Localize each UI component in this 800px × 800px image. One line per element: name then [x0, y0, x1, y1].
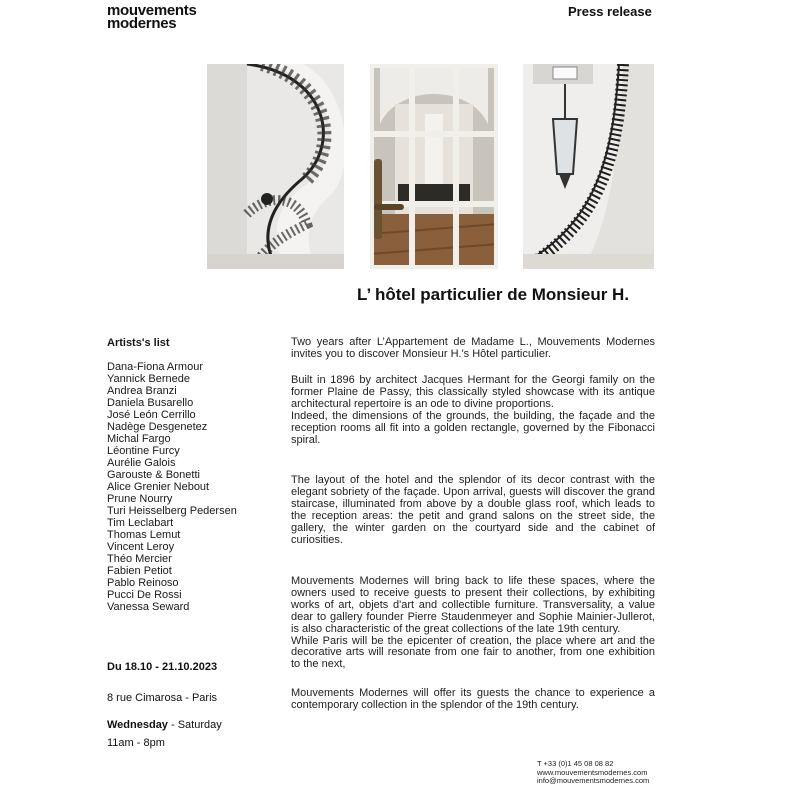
artist-name: Michal Fargo — [107, 433, 171, 445]
artist-name: José León Cerrillo — [107, 409, 196, 421]
event-days-end: - Saturday — [167, 719, 222, 731]
artists-list — [107, 361, 237, 613]
artist-name: Nadège Desgenetez — [107, 421, 208, 433]
layout-paragraph: The layout of the hotel and the splendor of its decor contrast with the elegant sobriety of the façade. Upon arrival, guests will discover the grand staircase, illuminated from above by a double glass roof, which leads to the reception areas: the petit and grand salons on the street side, the gallery, the winter garden on the courtyard side and the cabinet of curiosities. — [291, 474, 655, 546]
glass-door-photo — [370, 64, 498, 269]
event-hours: 11am - 8pm — [107, 737, 165, 749]
artist-name: Pablo Reinoso — [107, 577, 179, 589]
artist-name: Tim Leclabart — [107, 517, 174, 529]
artist-name: Vanessa Seward — [107, 601, 190, 613]
artist-name: Vincent Leroy — [107, 541, 175, 553]
artist-name: Alice Grenier Nebout — [107, 481, 210, 493]
chandelier-staircase-photo — [523, 64, 654, 269]
artist-name: Prune Nourry — [107, 493, 173, 505]
intro-paragraph: Two years after L’Appartement de Madame L., Mouvements Modernes invites you to discover Monsieur H.'s Hôtel particulier. — [291, 336, 655, 360]
contact-email[interactable]: info@mouvementsmodernes.com — [537, 776, 650, 785]
artist-name: Léontine Furcy — [107, 445, 180, 457]
collection-paragraph: Mouvements Modernes will bring back to life these spaces, where the owners used to receive guests to present their collections, by exhibiting works of art, objets d'art and collectible furniture. Transversality, a value dear to gallery founder Pierre Staudenmeyer and Sophie Mainier-Jullerot, is also characteristic of the great collections of the late 19th century. While Paris will be the epicenter of creation, the place where art and the decorative arts will resonate from one fair to another, from one exhibition to the next, — [291, 575, 655, 671]
artist-name: Thomas Lemut — [107, 529, 181, 541]
artist-name: Andrea Branzi — [107, 385, 177, 397]
press-release-label: Press release — [568, 4, 652, 19]
contact-block — [537, 760, 649, 786]
artist-name: Pucci De Rossi — [107, 589, 182, 601]
history-paragraph: Built in 1896 by architect Jacques Hermant for the Georgi family on the former Plaine de Passy, this classically styled showcase with its antique architectural repertoire is an ode to divine proportions. Indeed, the dimensions of the grounds, the building, the façade and the reception rooms all fit into a golden rectangle, governed by the Fibonacci spiral. — [291, 374, 655, 446]
artist-name: Garouste & Bonetti — [107, 469, 200, 481]
artist-name: Aurélie Galois — [107, 457, 176, 469]
spiral-staircase-photo — [207, 64, 344, 269]
contact-website[interactable]: www.mouvementsmodernes.com — [537, 767, 648, 777]
artist-name: Yannick Bernede — [107, 373, 190, 385]
contact-phone: T +33 (0)1 45 08 08 82 — [537, 759, 614, 768]
event-dates: Du 18.10 - 21.10.2023 — [107, 661, 218, 673]
event-address: 8 rue Cimarosa - Paris — [107, 692, 218, 704]
brand-logo — [107, 4, 197, 30]
closing-paragraph: Mouvements Modernes will offer its guests the chance to experience a contemporary collection in the splendor of the 19th century. — [291, 687, 655, 711]
event-days-start: Wednesday — [107, 719, 168, 731]
page-title: L’ hôtel particulier de Monsieur H. — [357, 285, 630, 304]
artist-name: Théo Mercier — [107, 553, 172, 565]
brand-line-2: modernes — [107, 15, 177, 32]
artists-list-heading: Artists's list — [107, 337, 170, 349]
artist-name: Turi Heisselberg Pedersen — [107, 505, 237, 517]
artist-name: Daniela Busarello — [107, 397, 194, 409]
brand-line-1: mouvements — [107, 2, 197, 19]
event-days — [107, 719, 222, 731]
artist-name: Fabien Petiot — [107, 565, 172, 577]
artist-name: Dana-Fiona Armour — [107, 361, 203, 373]
